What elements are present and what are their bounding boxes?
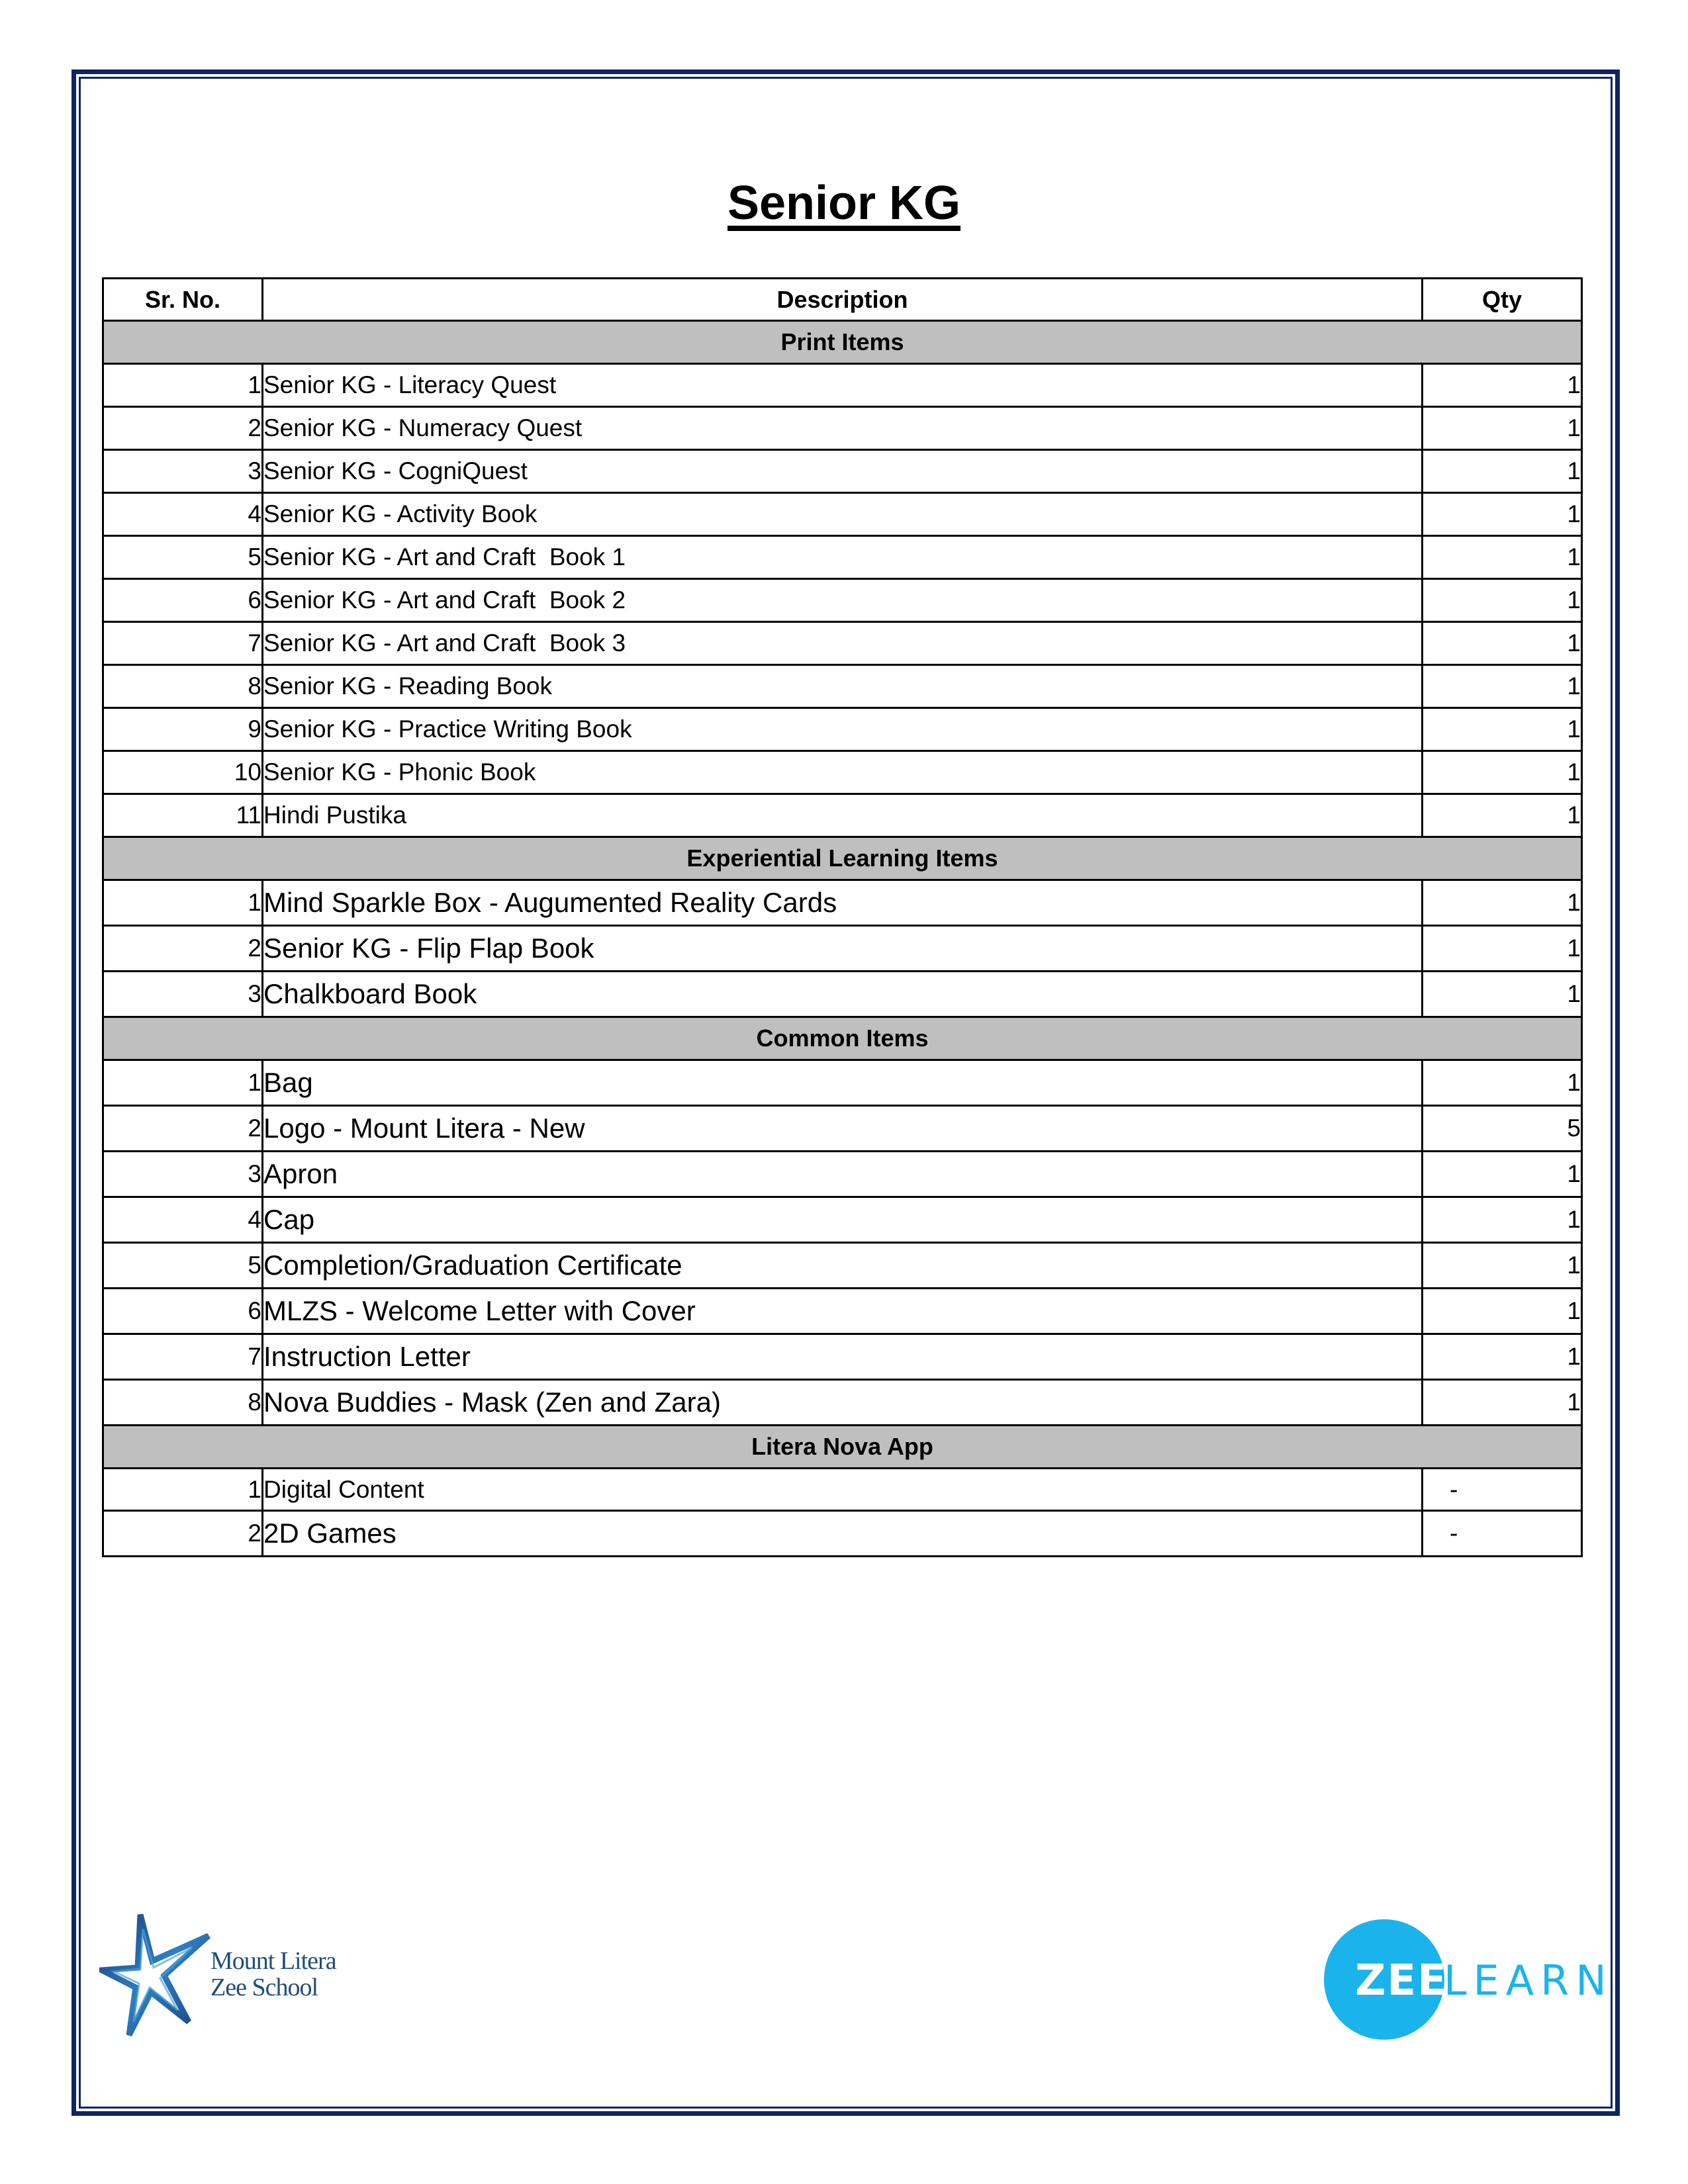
row-sr: 1 [103,364,263,407]
page-title-text: Senior KG [727,177,961,230]
section-title: Common Items [103,1017,1582,1060]
section-title: Print Items [103,321,1582,364]
section-title: Experiential Learning Items [103,837,1582,880]
row-sr: 1 [103,1060,263,1106]
table-row [103,926,1582,972]
row-qty: 1 [1423,1197,1582,1243]
table-row [103,1289,1582,1334]
row-qty: 1 [1423,1152,1582,1197]
row-qty: 1 [1423,1380,1582,1426]
section-header-litera-nova-app [103,1426,1582,1469]
row-sr: 2 [103,1511,263,1557]
row-description: Completion/Graduation Certificate [263,1243,1423,1289]
row-description: MLZS - Welcome Letter with Cover [263,1289,1423,1334]
row-sr: 10 [103,751,263,794]
row-sr: 7 [103,1334,263,1380]
table-row [103,364,1582,407]
mount-litera-logo [99,1909,351,2042]
row-description: Digital Content [263,1469,1423,1511]
row-qty: 1 [1423,579,1582,622]
row-qty: 1 [1423,364,1582,407]
header-qty: Qty [1423,279,1582,321]
row-qty: 1 [1423,751,1582,794]
row-sr: 8 [103,665,263,708]
table-row [103,493,1582,536]
row-sr: 3 [103,972,263,1017]
row-sr: 7 [103,622,263,665]
row-qty: 1 [1423,536,1582,579]
section-title: Litera Nova App [103,1426,1582,1469]
table-row [103,708,1582,751]
row-description: Senior KG - Art and Craft Book 1 [263,536,1423,579]
row-description: Senior KG - Art and Craft Book 3 [263,622,1423,665]
table-row [103,622,1582,665]
row-description: Senior KG - Art and Craft Book 2 [263,579,1423,622]
row-sr: 9 [103,708,263,751]
table-row [103,1334,1582,1380]
table-row [103,450,1582,493]
table-header-row [103,279,1582,321]
table-row [103,536,1582,579]
table-row [103,880,1582,926]
row-description: Senior KG - Literacy Quest [263,364,1423,407]
table-row [103,1243,1582,1289]
row-description: Instruction Letter [263,1334,1423,1380]
section-header-common-items [103,1017,1582,1060]
row-qty: 1 [1423,665,1582,708]
table-row [103,1469,1582,1511]
table-row [103,1511,1582,1557]
row-sr: 1 [103,880,263,926]
row-description: Logo - Mount Litera - New [263,1106,1423,1152]
row-sr: 3 [103,450,263,493]
row-description: Senior KG - CogniQuest [263,450,1423,493]
row-sr: 1 [103,1469,263,1511]
row-qty: 1 [1423,794,1582,837]
table-row [103,751,1582,794]
row-sr: 11 [103,794,263,837]
logo-line-2: Zee School [211,1974,318,2001]
row-qty: 1 [1423,972,1582,1017]
row-description: Cap [263,1197,1423,1243]
row-qty: 1 [1423,493,1582,536]
row-description: Apron [263,1152,1423,1197]
row-sr: 4 [103,493,263,536]
row-qty: 1 [1423,407,1582,450]
row-sr: 6 [103,579,263,622]
star-icon [99,1909,212,2042]
mount-litera-logo-text [211,1948,336,2001]
row-qty: 1 [1423,1334,1582,1380]
row-description: Senior KG - Phonic Book [263,751,1423,794]
row-description: Senior KG - Practice Writing Book [263,708,1423,751]
row-qty: 1 [1423,880,1582,926]
table-row [103,1060,1582,1106]
table-row [103,579,1582,622]
table-row [103,794,1582,837]
zee-learn-logo-zee: ZEE [1355,1956,1448,2005]
row-sr: 5 [103,536,263,579]
row-description: Senior KG - Activity Book [263,493,1423,536]
page-title [0,173,1688,233]
table-row [103,1197,1582,1243]
row-sr: 2 [103,407,263,450]
row-description: Mind Sparkle Box - Augumented Reality Cards [263,880,1423,926]
table-row [103,665,1582,708]
row-qty: 5 [1423,1106,1582,1152]
row-description: Senior KG - Flip Flap Book [263,926,1423,972]
zee-learn-logo [1321,1919,1613,2045]
logo-line-1: Mount Litera [211,1947,336,1975]
row-description: Chalkboard Book [263,972,1423,1017]
row-description: Senior KG - Reading Book [263,665,1423,708]
row-qty: - [1423,1469,1582,1511]
row-description: Nova Buddies - Mask (Zen and Zara) [263,1380,1423,1426]
row-description: Bag [263,1060,1423,1106]
row-description: 2D Games [263,1511,1423,1557]
row-sr: 2 [103,926,263,972]
row-qty: - [1423,1511,1582,1557]
table-row [103,972,1582,1017]
row-qty: 1 [1423,1060,1582,1106]
row-qty: 1 [1423,622,1582,665]
row-qty: 1 [1423,1289,1582,1334]
table-row [103,1106,1582,1152]
table-row [103,1152,1582,1197]
row-sr: 2 [103,1106,263,1152]
table-row [103,407,1582,450]
row-sr: 3 [103,1152,263,1197]
items-table [102,277,1583,1557]
table-row [103,1380,1582,1426]
section-header-experiential-learning [103,837,1582,880]
row-sr: 6 [103,1289,263,1334]
row-sr: 5 [103,1243,263,1289]
row-qty: 1 [1423,1243,1582,1289]
row-sr: 4 [103,1197,263,1243]
row-qty: 1 [1423,708,1582,751]
section-header-print-items [103,321,1582,364]
row-qty: 1 [1423,450,1582,493]
header-description: Description [263,279,1423,321]
row-description: Hindi Pustika [263,794,1423,837]
row-sr: 8 [103,1380,263,1426]
header-sr-no: Sr. No. [103,279,263,321]
row-description: Senior KG - Numeracy Quest [263,407,1423,450]
zee-learn-logo-learn: LEARN [1444,1956,1613,2005]
row-qty: 1 [1423,926,1582,972]
